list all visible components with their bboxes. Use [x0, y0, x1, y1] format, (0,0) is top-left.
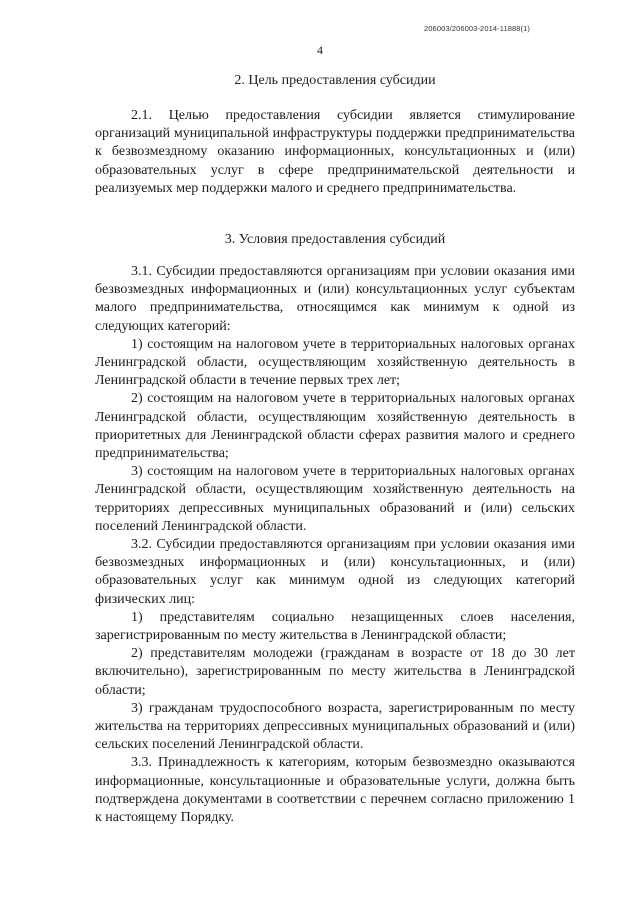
paragraph-3-1: 3.1. Субсидии предоставляются организациям при условии оказания ими безвозмездных информационных и (или) консультационных услуг субъектам малого предпринимательства, относящимся как минимум к одной из следующих категорий: [95, 264, 575, 334]
paragraph-2-1: 2.1. Целью предоставления субсидии является стимулирование организаций муниципальной инфраструктуры поддержки предпринимательства к безвозмездному оказанию информационных, консультационных и (или) образовательных услуг в сфере предпринимательской деятельности и реализуемых мер поддержки малого и среднего предпринимательства. [95, 108, 575, 196]
paragraph-3-2-item-2: 2) представителям молодежи (гражданам в возрасте от 18 до 30 лет включительно), зарегистрированным по месту жительства в Ленинградской области; [95, 646, 575, 698]
paragraph-3-2-item-1: 1) представителям социально незащищенных слоев населения, зарегистрированным по месту жительства в Ленинградской области; [95, 609, 575, 644]
paragraph-3-3: 3.3. Принадлежность к категориям, которым безвозмездно оказываются информационные, консультационные и образовательные услуги, должна быть подтверждена документами в соответствии с перечнем согласно приложению 1 к настоящему Порядку. [95, 755, 575, 826]
section-2-heading: 2. Цель предоставления субсидии [234, 73, 436, 88]
section-3-body [95, 263, 575, 827]
document-id: 206003/206003-2014-11888(1) [424, 24, 530, 33]
page-number: 4 [317, 43, 323, 57]
paragraph-3-1-item-3: 3) состоящим на налоговом учете в территориальных налоговых органах Ленинградской области, осуществляющим хозяйственную деятельность на территориях депрессивных муниципальных образований и (или) сельских поселений Ленинградской области. [95, 464, 575, 534]
paragraph-3-1-item-1: 1) состоящим на налоговом учете в территориальных налоговых органах Ленинградской области, осуществляющим хозяйственную деятельность в Ленинградской области в течение первых трех лет; [95, 336, 575, 389]
section-3-heading: 3. Условия предоставления субсидий [224, 232, 446, 247]
section-2-body [95, 107, 575, 198]
paragraph-3-2: 3.2. Субсидии предоставляются организациям при условии оказания ими безвозмездных информационных и (или) консультационных, и (или) образовательных услуг как минимум одной из следующих категорий физических лиц: [95, 537, 575, 607]
paragraph-3-1-item-2: 2) состоящим на налоговом учете в территориальных налоговых органах Ленинградской области, осуществляющим хозяйственную деятельность в приоритетных для Ленинградской области сферах развития малого и среднего предпринимательства; [95, 391, 575, 462]
paragraph-3-2-item-3: 3) гражданам трудоспособного возраста, зарегистрированным по месту жительства на территориях депрессивных муниципальных образований и (или) сельских поселений Ленинградской области. [95, 700, 575, 753]
